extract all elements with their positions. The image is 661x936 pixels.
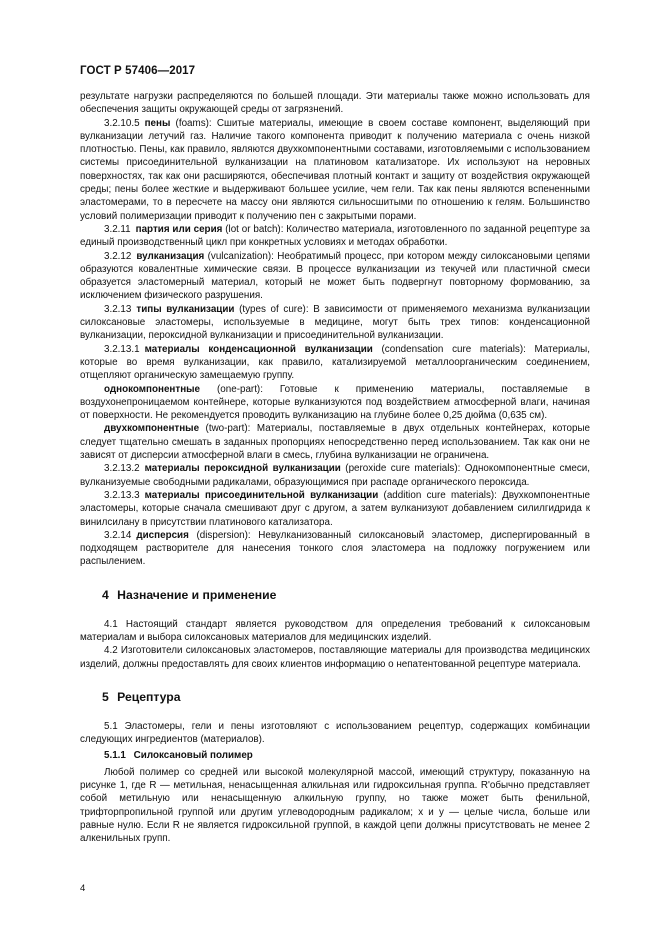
definition-peroxide xyxy=(80,462,590,489)
definition-condensation xyxy=(80,343,590,383)
subsection-5-1-1-heading xyxy=(80,749,590,762)
term: вулканизация xyxy=(136,250,205,262)
subsection-number: 5.1.1 xyxy=(104,750,126,762)
section-5-heading xyxy=(102,690,590,704)
definition-text: (peroxide cure materials): Однокомпонентные смеси, вулканизуемые свободными радикалами, образующимися при распаде органического пероксида. xyxy=(80,463,590,488)
term: дисперсия xyxy=(136,529,189,541)
definition-lot xyxy=(80,223,590,250)
subsection-title: Силоксановый полимер xyxy=(133,750,253,762)
clause-number: 3.2.12 xyxy=(104,250,132,262)
paragraph-continuation: результате нагрузки распределяются по большей площади. Эти материалы также можно использовать для обеспечения защиты окружающей среды от загрязнений. xyxy=(80,91,590,116)
paragraph-5-1: 5.1 Эластомеры, гели и пены изготовляют с использованием рецептур, содержащих комбинации следующих ингредиентов (материалов). xyxy=(80,720,590,746)
definition-one-part xyxy=(80,383,590,423)
clause-number: 3.2.13.1 xyxy=(104,343,140,355)
term: партия или серия xyxy=(135,223,223,235)
clause-number: 3.2.14 xyxy=(104,529,132,541)
term: пены xyxy=(144,117,171,129)
definition-dispersion xyxy=(80,529,590,569)
section-4-heading xyxy=(102,588,590,602)
definition-text: (two-part): Материалы, поставляемые в двух отдельных контейнерах, которые следует тщательно смешать в заданных пропорциях непосредственно перед использованием. Так как они не зависят от дисперсии атмосферной влаги в смесь, глубина вулканизации не ограничена. xyxy=(80,423,590,462)
clause-number: 3.2.13.3 xyxy=(104,489,140,501)
document-body xyxy=(80,90,590,846)
term: двухкомпонентные xyxy=(104,423,200,435)
clause-number: 3.2.13 xyxy=(104,303,132,315)
definition-text: (condensation cure materials): Материалы, которые во время вулканизации, как правило, катализируемой металлоорганическим соединением, отщепляют органическую замещаемую группу. xyxy=(80,343,590,382)
section-title: Назначение и применение xyxy=(117,587,277,602)
definition-text: (types of cure): В зависимости от применяемого механизма вулканизации силоксановые эластомеры, используемые в медицине, могут быть трех типов: конденсационной вулканизации, пероксидной вулканизации и присоединительной вулканизации. xyxy=(80,303,590,342)
definition-text: (foams): Сшитые материалы, имеющие в своем составе компонент, выделяющий при вулканизации летучий газ. Наличие такого компонента приводит к получению материала с очень низкой плотностью. Пены, как правило, являются двухкомпонентными составами, изготовляемыми с использованием системы присоединительной вулканизации на платиновом катализаторе. Их используют на неровных поверхностях, так как они расширяются, обеспечивая плотный контакт и защиту от воздействия окружающей среды; пены более жесткие и выдерживают большее усилие, чем гели. Так как пены являются вспененными эластомерами, то в пересчете на массу они являются сильносшитыми по отношению к гелям. Большинство условий полимеризации приводит к получению пен с закрытыми порами. xyxy=(80,117,590,222)
clause-number: 3.2.13.2 xyxy=(104,463,140,475)
definition-text: (lot or batch): Количество материала, изготовленного по заданной рецептуре за единый производственный цикл при конкретных условиях и методах обработки. xyxy=(80,223,590,249)
section-number: 4 xyxy=(102,587,109,602)
definition-two-part xyxy=(80,422,590,462)
paragraph-4-2: 4.2 Изготовители силоксановых эластомеров, поставляющие материалы для производства медицинских изделий, должны предоставлять для своих клиентов информацию о непатентованной рецептуре материала. xyxy=(80,645,590,670)
definition-text: (dispersion): Невулканизованный силоксановый эластомер, диспергированный в подходящем растворителе для нанесения тонкого слоя эластомера на подложку погружением или распылением. xyxy=(80,529,590,568)
definition-types-of-cure xyxy=(80,303,590,343)
definition-foams xyxy=(80,117,590,223)
term: типы вулканизации xyxy=(136,303,235,315)
definition-vulcanization xyxy=(80,250,590,303)
paragraph-5-1-1: Любой полимер со средней или высокой молекулярной массой, имеющий структуру, показанную на рисунке 1, где R — метильная, ненасыщенная алкильная или гидроксильная группа. R'обычно представляет собой метильную или ненасыщенную алкильную группу, но также может быть фенильной, трифторпропильной группой или другим углеводородным радикалом; x и y — целые числа, больше или равные нулю. Если R не является гидроксильной группой, в каждой цепи должны присутствовать не менее 2 алкенильных групп. xyxy=(80,766,590,845)
clause-number: 3.2.11 xyxy=(104,223,131,235)
section-number: 5 xyxy=(102,689,109,704)
definition-addition xyxy=(80,489,590,529)
definition-text: (addition cure materials): Двухкомпонентные эластомеры, которые сначала смешивают друг с другом, а затем вулканизуют добавлением силилгидрида к винилсилану в присутствии платинового катализатора. xyxy=(80,489,591,528)
section-title: Рецептура xyxy=(117,689,181,704)
term: материалы присоединительной вулканизации xyxy=(144,489,379,501)
term: материалы конденсационной вулканизации xyxy=(144,343,373,355)
definition-text: (one-part): Готовые к применению материалы, поставляемые в воздухонепроницаемом контейнере, которые вулканизуются под воздействием атмосферной влаги, начиная от поверхности. Не рекомендуется проводить вулканизацию на глубине более 0,25 дюйма (0,635 см). xyxy=(80,383,590,422)
page-number: 4 xyxy=(80,883,86,894)
definition-text: (vulcanization): Необратимый процесс, при котором между силоксановыми цепями образуются ковалентные химические связи. В процессе вулканизации из текучей или пластичной смеси образуется эластомерный материал, который не может быть подвергнут повторному формованию, за исключением физического разрушения. xyxy=(80,250,590,302)
document-header: ГОСТ Р 57406—2017 xyxy=(80,65,196,77)
clause-number: 3.2.10.5 xyxy=(104,117,140,129)
term: материалы пероксидной вулканизации xyxy=(144,463,341,475)
paragraph-4-1: 4.1 Настоящий стандарт является руководством для определения требований к силоксановым материалам и выбора силоксановых материалов для медицинских изделий. xyxy=(80,618,590,643)
term: однокомпонентные xyxy=(104,383,201,395)
